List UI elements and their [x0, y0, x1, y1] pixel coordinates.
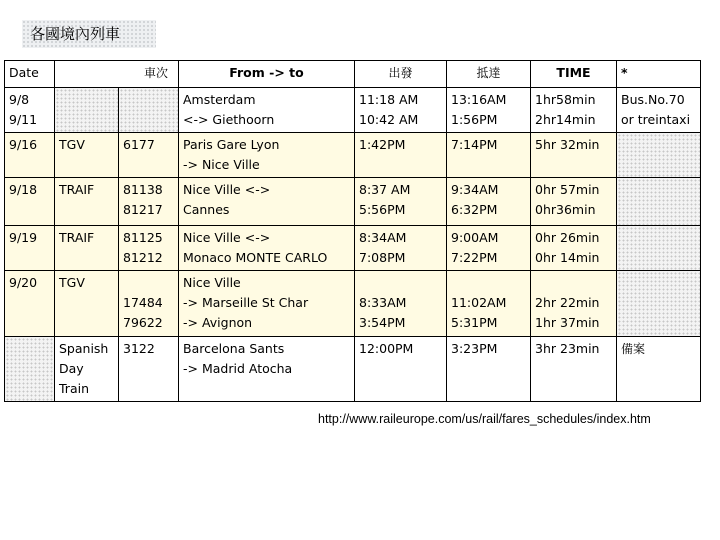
cell-type: TRAIF: [55, 178, 119, 226]
cell-route: Amsterdam <-> Giethoorn: [179, 88, 355, 133]
cell-note: [617, 271, 701, 337]
cell-depart: 8:33AM 3:54PM: [355, 271, 447, 337]
cell-note: Bus.No.70 or treintaxi: [617, 88, 701, 133]
header-depart: 出發: [355, 61, 447, 88]
header-train-no: 車次: [55, 61, 179, 88]
cell-route: Nice Ville -> Marseille St Char -> Avignon: [179, 271, 355, 337]
cell-number: 3122: [119, 337, 179, 402]
header-time: TIME: [531, 61, 617, 88]
cell-time: 0hr 57min 0hr36min: [531, 178, 617, 226]
cell-number: 17484 79622: [119, 271, 179, 337]
cell-number: 81138 81217: [119, 178, 179, 226]
cell-number: 81125 81212: [119, 226, 179, 271]
cell-date: [5, 337, 55, 402]
table-row: [5, 226, 701, 271]
table-row: [5, 337, 701, 402]
cell-date: 9/18: [5, 178, 55, 226]
cell-arrive: 7:14PM: [447, 133, 531, 178]
table-row: [5, 133, 701, 178]
cell-type: Spanish Day Train: [55, 337, 119, 402]
header-note: *: [617, 61, 701, 88]
header-date: Date: [5, 61, 55, 88]
cell-time: 1hr58min 2hr14min: [531, 88, 617, 133]
table-row: [5, 178, 701, 226]
cell-depart: 1:42PM: [355, 133, 447, 178]
cell-route: Barcelona Sants -> Madrid Atocha: [179, 337, 355, 402]
cell-depart: 11:18 AM 10:42 AM: [355, 88, 447, 133]
table-row: [5, 271, 701, 337]
cell-date: 9/8 9/11: [5, 88, 55, 133]
cell-note: [617, 133, 701, 178]
cell-time: 5hr 32min: [531, 133, 617, 178]
cell-date: 9/16: [5, 133, 55, 178]
cell-arrive: 3:23PM: [447, 337, 531, 402]
cell-time: 3hr 23min: [531, 337, 617, 402]
table-row: [5, 88, 701, 133]
cell-time: 2hr 22min 1hr 37min: [531, 271, 617, 337]
page-title: 各國境內列車: [22, 20, 156, 48]
cell-number: [119, 88, 179, 133]
cell-depart: 8:34AM 7:08PM: [355, 226, 447, 271]
header-route: From -> to: [179, 61, 355, 88]
schedule-table: [4, 60, 701, 402]
cell-note: [617, 226, 701, 271]
cell-route: Paris Gare Lyon -> Nice Ville: [179, 133, 355, 178]
cell-time: 0hr 26min 0hr 14min: [531, 226, 617, 271]
cell-arrive: 9:00AM 7:22PM: [447, 226, 531, 271]
cell-note: 備案: [617, 337, 701, 402]
source-url: http://www.raileurope.com/us/rail/fares_schedules/index.htm: [318, 412, 651, 426]
cell-arrive: 11:02AM 5:31PM: [447, 271, 531, 337]
cell-date: 9/20: [5, 271, 55, 337]
cell-arrive: 9:34AM 6:32PM: [447, 178, 531, 226]
cell-type: TGV: [55, 133, 119, 178]
cell-type: [55, 88, 119, 133]
cell-date: 9/19: [5, 226, 55, 271]
cell-note: [617, 178, 701, 226]
cell-number: 6177: [119, 133, 179, 178]
cell-arrive: 13:16AM 1:56PM: [447, 88, 531, 133]
cell-route: Nice Ville <-> Cannes: [179, 178, 355, 226]
header-arrive: 抵達: [447, 61, 531, 88]
cell-route: Nice Ville <-> Monaco MONTE CARLO: [179, 226, 355, 271]
cell-type: TGV: [55, 271, 119, 337]
cell-type: TRAIF: [55, 226, 119, 271]
header-row: [5, 61, 701, 88]
cell-depart: 12:00PM: [355, 337, 447, 402]
cell-depart: 8:37 AM 5:56PM: [355, 178, 447, 226]
